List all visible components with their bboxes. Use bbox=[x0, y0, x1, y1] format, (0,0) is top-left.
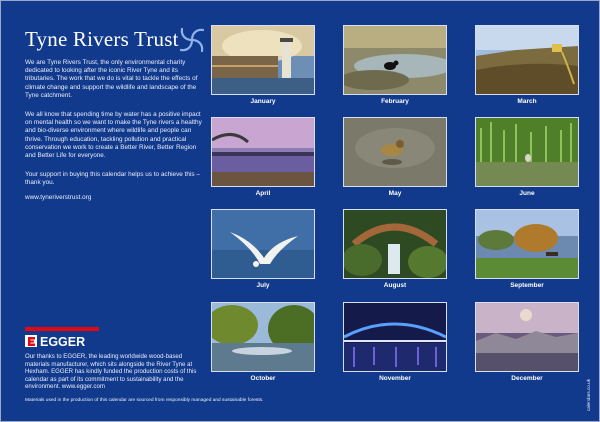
june-photo bbox=[475, 117, 579, 187]
footer-note: Materials used in the production of this calendar are sourced from responsibly managed and sustainable forests. bbox=[25, 398, 264, 403]
month-september bbox=[475, 209, 579, 289]
month-may bbox=[343, 117, 447, 197]
october-photo bbox=[211, 302, 315, 372]
month-january bbox=[211, 25, 315, 105]
month-label: June bbox=[519, 190, 535, 197]
egger-logo bbox=[25, 334, 99, 348]
november-photo bbox=[343, 302, 447, 372]
month-february bbox=[343, 25, 447, 105]
month-label: September bbox=[510, 282, 544, 289]
march-photo bbox=[475, 25, 579, 95]
month-december bbox=[475, 302, 579, 382]
month-label: February bbox=[381, 98, 409, 105]
sponsor-accent-bar bbox=[25, 327, 99, 331]
month-label: April bbox=[255, 190, 271, 197]
month-label: May bbox=[388, 190, 402, 197]
month-label: January bbox=[250, 98, 276, 105]
sponsor-name: EGGER bbox=[40, 335, 86, 348]
month-label: December bbox=[511, 375, 543, 382]
intro-paragraph: We are Tyne Rivers Trust, the only environmental charity dedicated to looking after the iconic River Tyne and its tributaries. The work that we do is vital to tackle the effects of climate change and support the wildlife and landscape of the Tyne catchment. bbox=[25, 59, 198, 99]
august-photo bbox=[343, 209, 447, 279]
month-label: August bbox=[383, 282, 407, 289]
month-april bbox=[211, 117, 315, 197]
month-march bbox=[475, 25, 579, 105]
sponsor-paragraph: Our thanks to EGGER, the leading worldwide wood-based materials manufacturer, which sits alongside the River Tyne at Hexham. EGGER has kindly funded the production costs of this calendar as part of its commitment to sustainability and the environment. www.egger.com bbox=[25, 353, 197, 391]
month-october bbox=[211, 302, 315, 382]
april-photo bbox=[211, 117, 315, 187]
december-photo bbox=[475, 302, 579, 372]
mission-paragraph: We all know that spending time by water has a positive impact on mental health so we want to make the Tyne rivers a healthy and bio-diverse environment where wildlife and people can thrive. Through education, tackling pollution and practical conservation we work to create a Better River, Better Region and Better Life for everyone. bbox=[25, 111, 202, 160]
printer-credit: calendars.co.uk bbox=[586, 379, 591, 412]
month-label: March bbox=[517, 98, 537, 105]
january-photo bbox=[211, 25, 315, 95]
month-august bbox=[343, 209, 447, 289]
month-label: July bbox=[256, 282, 270, 289]
page-title: Tyne Rivers Trust bbox=[25, 27, 179, 51]
website-link[interactable]: www.tyneriverstrust.org bbox=[25, 194, 92, 201]
february-photo bbox=[343, 25, 447, 95]
month-label: October bbox=[250, 375, 276, 382]
may-photo bbox=[343, 117, 447, 187]
september-photo bbox=[475, 209, 579, 279]
month-july bbox=[211, 209, 315, 289]
month-november bbox=[343, 302, 447, 382]
month-june bbox=[475, 117, 579, 197]
july-photo bbox=[211, 209, 315, 279]
month-label: November bbox=[379, 375, 411, 382]
thanks-paragraph: Your support in buying this calendar helps us to achieve this – thank you. bbox=[25, 171, 200, 187]
swirl-logo-icon bbox=[177, 25, 207, 55]
